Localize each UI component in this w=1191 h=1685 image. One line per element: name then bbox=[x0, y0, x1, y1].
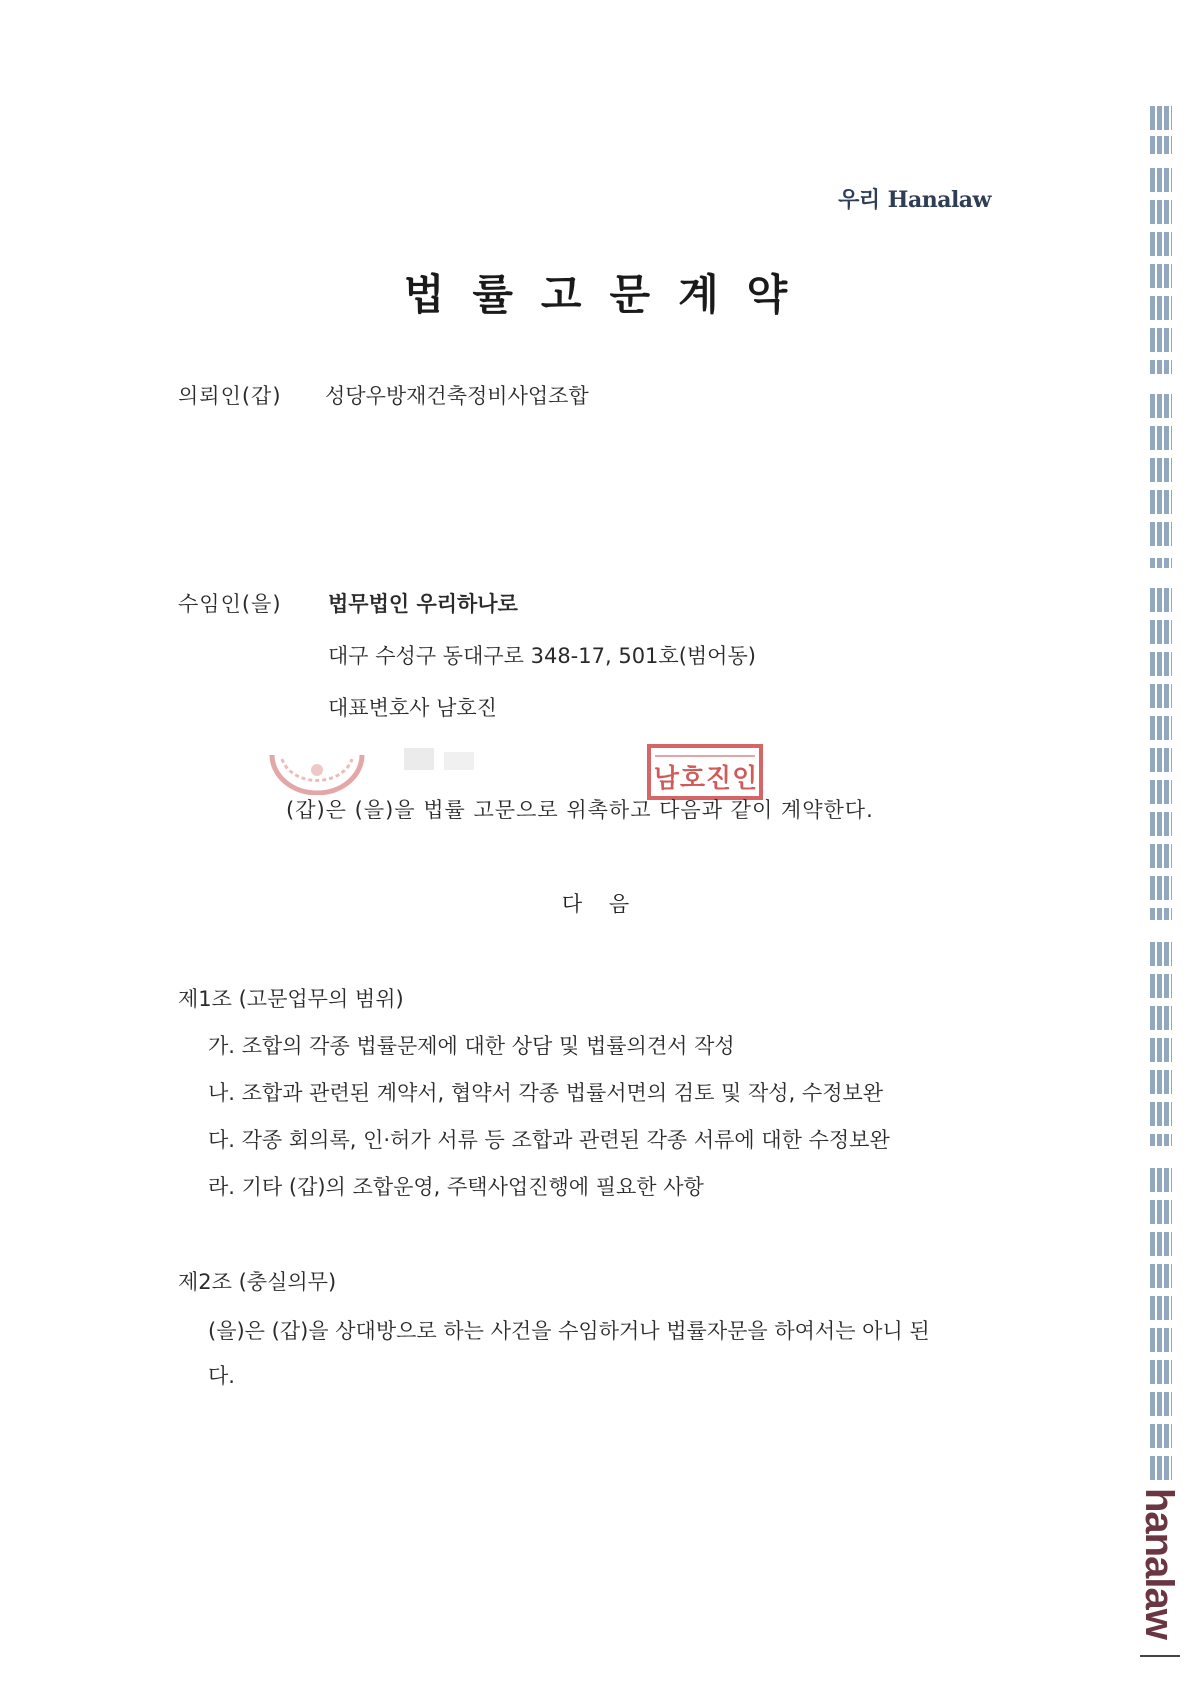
client-name: 성당우방재건축정비사업조합 bbox=[325, 384, 589, 408]
client-label: 의뢰인(갑) bbox=[178, 384, 282, 408]
edge-brand-text: hanalaw bbox=[1137, 1488, 1181, 1639]
article1-item: 다. 각종 회의록, 인·허가 서류 등 조합과 관련된 각종 서류에 대한 수정보완 bbox=[208, 1128, 890, 1152]
article1-item: 가. 조합의 각종 법률문제에 대한 상담 및 법률의견서 작성 bbox=[208, 1034, 735, 1058]
edge-rule bbox=[1140, 1655, 1180, 1657]
attorney-address: 대구 수성구 동대구로 348-17, 501호(범어동) bbox=[328, 644, 756, 668]
firm-logo bbox=[838, 183, 991, 214]
next-heading: 다 음 bbox=[561, 892, 630, 916]
square-seal-text: 남호진인 bbox=[653, 764, 759, 794]
attorney-label: 수임인(을) bbox=[178, 592, 282, 616]
article2-body-line2: 다. bbox=[208, 1364, 235, 1388]
article2-heading: 제2조 (충실의무) bbox=[178, 1270, 337, 1294]
article1-heading: 제1조 (고문업무의 범위) bbox=[178, 987, 404, 1011]
logo-english: Hanalaw bbox=[887, 187, 991, 213]
edge-brand-word bbox=[1137, 1488, 1187, 1638]
article1-item: 나. 조합과 관련된 계약서, 협약서 각종 법률서면의 검토 및 작성, 수정보완 bbox=[208, 1081, 884, 1105]
document-title: 법률고문계약 bbox=[403, 270, 816, 319]
faint-stamp-mark bbox=[398, 742, 488, 782]
preamble: (갑)은 (을)을 법률 고문으로 위촉하고 다음과 같이 계약한다. bbox=[286, 798, 874, 822]
logo-korean: 우리 bbox=[838, 188, 880, 213]
article2-body-line1: (을)은 (갑)을 상대방으로 하는 사건을 수임하거나 법률자문을 하여서는 아니 된 bbox=[208, 1319, 930, 1343]
article1-item: 라. 기타 (갑)의 조합운영, 주택사업진행에 필요한 사항 bbox=[208, 1175, 704, 1199]
edge-decoration-bar bbox=[1150, 106, 1172, 1676]
attorney-firm: 법무법인 우리하나로 bbox=[328, 592, 518, 616]
attorney-representative: 대표변호사 남호진 bbox=[328, 696, 497, 720]
firm-round-seal bbox=[262, 715, 372, 795]
